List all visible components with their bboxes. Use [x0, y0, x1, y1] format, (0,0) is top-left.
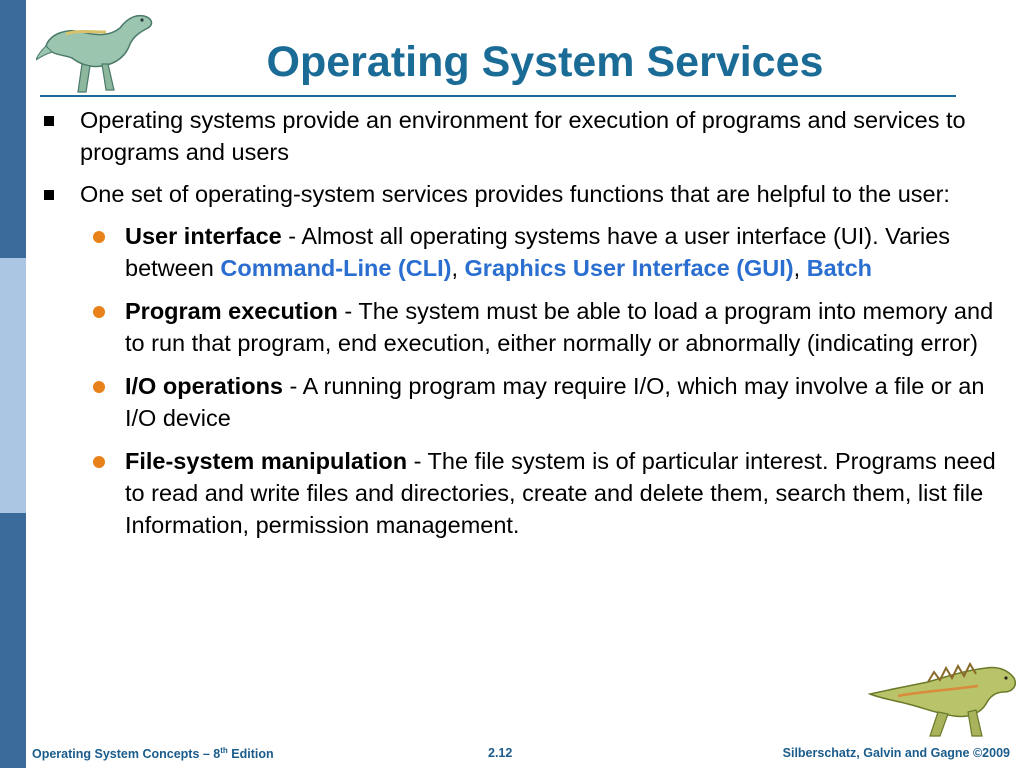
footer-book-title-text: Operating System Concepts – 8 [32, 747, 221, 762]
left-accent-bar [0, 0, 26, 768]
square-bullet-icon [44, 116, 54, 126]
dinosaur-bottom-icon [868, 656, 1020, 740]
bullet-text: Operating systems provide an environment for execution of programs and services to programs and users [80, 107, 966, 165]
slide-content [40, 104, 1000, 552]
round-bullet-icon [93, 456, 105, 468]
sub-bullet-text: - A running program may require I/O, which may involve a file or an I/O device [125, 373, 985, 431]
footer-book-title [32, 746, 274, 761]
sub-bullet-term: File-system manipulation [125, 448, 408, 474]
sub-bullet-text: - Almost all operating systems have a user interface (UI). Varies between [125, 223, 951, 281]
separator: , [451, 255, 465, 281]
footer-edition-text: Edition [227, 747, 274, 762]
square-bullet-icon [44, 190, 54, 200]
sub-bullet-term: Program execution [125, 298, 338, 324]
sub-bullet-text: - The system must be able to load a program into memory and to run that program, end execution, either normally or abnormally (indicating error) [125, 298, 994, 356]
sub-bullet-item [85, 295, 1000, 359]
sub-bullet-item [85, 370, 1000, 434]
round-bullet-icon [93, 231, 105, 243]
highlight-gui: Graphics User Interface (GUI) [464, 255, 794, 281]
slide-title: Operating System Services [266, 38, 824, 86]
round-bullet-icon [93, 381, 105, 393]
sub-bullet-term: I/O operations [125, 373, 283, 399]
sub-bullet-item [85, 445, 1000, 541]
sub-bullet-item [85, 220, 1000, 284]
bullet-item [40, 178, 1000, 210]
highlight-batch: Batch [806, 255, 872, 281]
sub-bullet-text: - The file system is of particular interest. Programs need to read and write files and directories, create and delete them, search them, list file Information, permission management. [125, 448, 996, 538]
footer-page-number: 2.12 [488, 746, 513, 760]
accent-bar-segment-bottom [0, 513, 26, 768]
separator: , [793, 255, 807, 281]
accent-bar-segment-middle [0, 258, 26, 513]
footer-authors: Silberschatz, Galvin and Gagne ©2009 [782, 746, 1010, 760]
accent-bar-segment-top [0, 0, 26, 258]
dinosaur-top-icon [36, 6, 160, 98]
sub-bullet-term: User interface [125, 223, 282, 249]
title-divider [40, 95, 956, 97]
highlight-cli: Command-Line (CLI) [220, 255, 452, 281]
bullet-item [40, 104, 1000, 168]
footer-superscript: th [220, 746, 228, 755]
bullet-text: One set of operating-system services provides functions that are helpful to the user: [80, 181, 950, 207]
round-bullet-icon [93, 306, 105, 318]
